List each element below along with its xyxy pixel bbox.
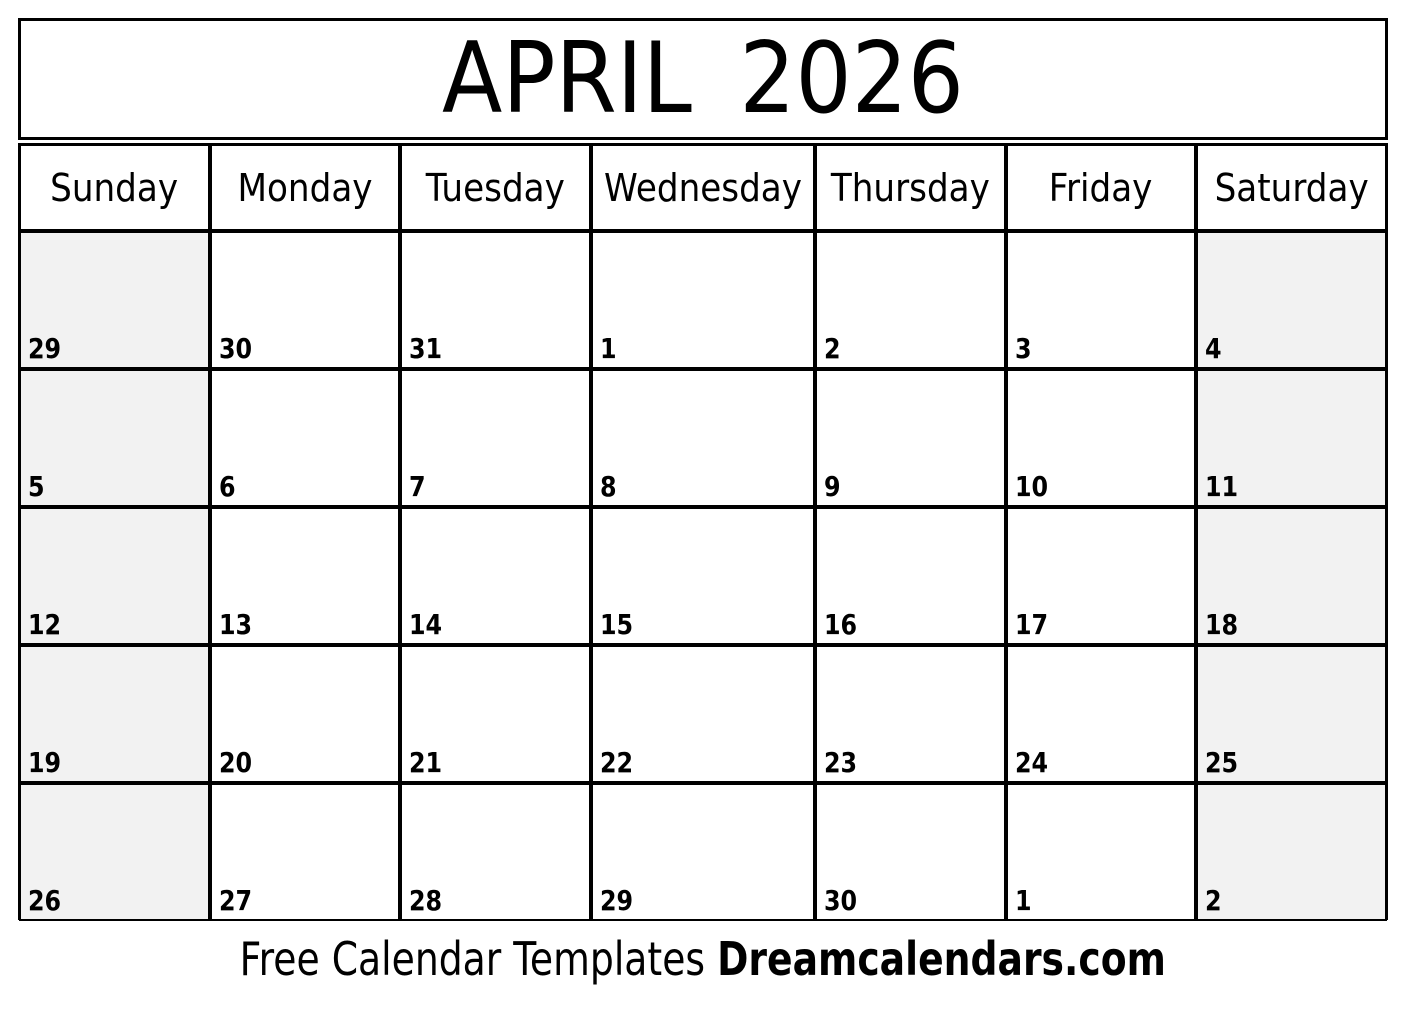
date-number: 10: [1014, 470, 1048, 503]
date-number: 29: [28, 332, 62, 365]
date-cell: [1196, 645, 1387, 783]
date-number: 4: [1205, 332, 1222, 365]
date-cell: [19, 645, 210, 783]
date-number: 7: [409, 470, 426, 503]
date-number: 24: [1014, 746, 1048, 779]
date-number: 19: [28, 746, 62, 779]
weekday-label: Wednesday: [603, 165, 802, 210]
date-number: 17: [1014, 608, 1048, 641]
weekday-header-saturday: [1196, 144, 1387, 231]
weekday-label: Tuesday: [426, 165, 566, 210]
date-cell: [1006, 645, 1197, 783]
date-cell: [1006, 369, 1197, 507]
date-number: 23: [824, 746, 858, 779]
date-cell: [19, 231, 210, 369]
date-cell: [815, 783, 1006, 921]
date-cell: [210, 507, 401, 645]
date-cell: [591, 783, 815, 921]
date-cell: [210, 783, 401, 921]
date-cell: [591, 645, 815, 783]
date-number: 15: [599, 608, 634, 641]
date-number: 29: [599, 884, 634, 917]
date-number: 20: [218, 746, 252, 779]
footer-brand: Dreamcalendars.com: [717, 932, 1167, 986]
date-cell: [400, 783, 591, 921]
footer-text: Free Calendar Templates: [239, 932, 706, 986]
date-cell: [1196, 507, 1387, 645]
date-cell: [210, 645, 401, 783]
date-cell: [19, 369, 210, 507]
weekday-label: Friday: [1049, 165, 1153, 210]
calendar-grid: [18, 143, 1388, 920]
date-cell: [815, 231, 1006, 369]
date-number: 16: [824, 608, 858, 641]
date-cell: [1196, 369, 1387, 507]
weekday-label: Sunday: [50, 165, 179, 210]
date-number: 30: [218, 332, 252, 365]
date-cell: [19, 507, 210, 645]
footer-line: [240, 934, 1166, 985]
date-number: 18: [1205, 608, 1239, 641]
date-number: 8: [599, 470, 617, 503]
weekday-header-tuesday: [400, 144, 591, 231]
date-number: 13: [218, 608, 252, 641]
date-cell: [815, 507, 1006, 645]
date-cell: [400, 369, 591, 507]
date-cell: [1006, 507, 1197, 645]
date-cell: [591, 369, 815, 507]
weekday-label: Saturday: [1214, 165, 1369, 210]
date-cell: [591, 507, 815, 645]
weekday-label: Monday: [237, 165, 373, 210]
date-number: 21: [409, 746, 443, 779]
weekday-header-friday: [1006, 144, 1197, 231]
date-number: 26: [28, 884, 62, 917]
date-cell: [815, 369, 1006, 507]
calendar-title: APRIL 2026: [442, 22, 964, 136]
date-number: 22: [599, 746, 634, 779]
date-cell: [210, 369, 401, 507]
date-number: 25: [1205, 746, 1239, 779]
footer-spacer: [705, 932, 717, 986]
weekday-label: Thursday: [830, 165, 990, 210]
date-number: 3: [1014, 332, 1032, 365]
date-number: 12: [28, 608, 62, 641]
date-number: 28: [409, 884, 443, 917]
date-cell: [591, 231, 815, 369]
weekday-header-thursday: [815, 144, 1006, 231]
date-number: 1: [599, 332, 617, 365]
date-number: 5: [28, 470, 45, 503]
weekday-header-monday: [210, 144, 401, 231]
date-cell: [1196, 231, 1387, 369]
date-number: 2: [824, 332, 841, 365]
date-cell: [400, 507, 591, 645]
date-number: 6: [218, 470, 236, 503]
date-number: 9: [824, 470, 841, 503]
date-cell: [815, 645, 1006, 783]
date-cell: [1006, 231, 1197, 369]
date-cell: [19, 783, 210, 921]
date-number: 11: [1205, 470, 1239, 503]
date-number: 30: [824, 884, 858, 917]
date-number: 31: [409, 332, 443, 365]
date-number: 1: [1014, 884, 1032, 917]
date-cell: [400, 645, 591, 783]
footer: [0, 934, 1406, 985]
date-number: 14: [409, 608, 443, 641]
weekday-header-sunday: [19, 144, 210, 231]
date-cell: [400, 231, 591, 369]
date-cell: [1196, 783, 1387, 921]
date-cell: [210, 231, 401, 369]
date-cell: [1006, 783, 1197, 921]
date-number: 2: [1205, 884, 1222, 917]
calendar-title-box: [18, 18, 1388, 140]
weekday-header-wednesday: [591, 144, 815, 231]
date-number: 27: [218, 884, 252, 917]
